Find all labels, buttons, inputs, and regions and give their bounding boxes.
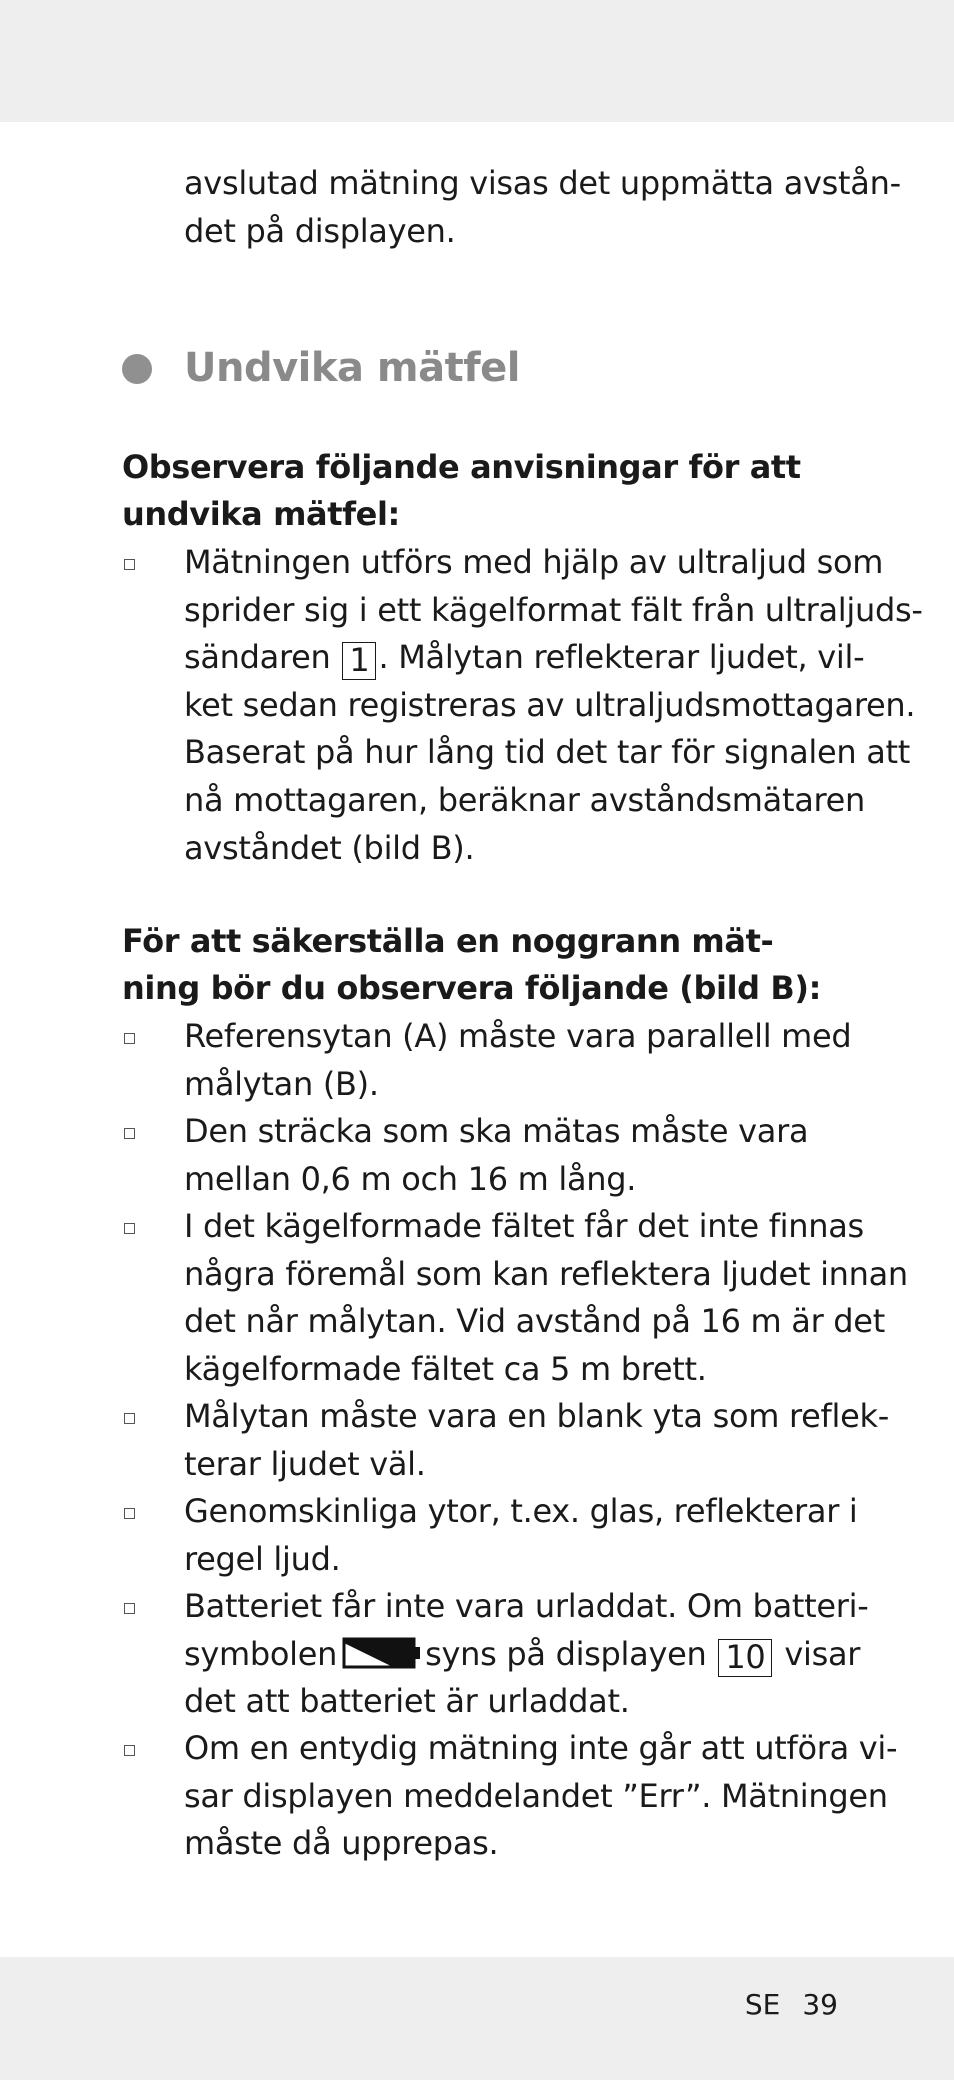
text-fragment: . Målytan reflekterar ljudet, vil- — [378, 638, 865, 677]
text-line: det att batteriet är urladdat. — [184, 1682, 630, 1721]
text-line: kägelformade fältet ca 5 m brett. — [184, 1349, 707, 1388]
list-item-text — [184, 1393, 889, 1488]
text-line: mellan 0,6 m och 16 m lång. — [184, 1159, 637, 1198]
subheading-avoid-errors — [122, 444, 882, 538]
text-line: avståndet (bild B). — [184, 828, 475, 867]
reference-number-box: 10 — [718, 1639, 772, 1677]
list-item-text — [184, 1203, 908, 1393]
checkbox-bullet-icon — [124, 1603, 135, 1614]
section-title: Undvika mätfel — [184, 345, 520, 391]
text-line: Genomskinliga ytor, t.ex. glas, reflekterar i — [184, 1492, 858, 1530]
checkbox-bullet-icon — [124, 1745, 135, 1756]
text-line: sar displayen meddelandet ”Err”. Mätningen — [184, 1776, 888, 1815]
text-line: Målytan måste vara en blank yta som reflek- — [184, 1397, 889, 1435]
language-code: SE — [744, 1988, 781, 2021]
list-item-text — [184, 1583, 874, 1726]
text-line: Referensytan (A) måste vara parallell med — [184, 1017, 852, 1055]
text-line: I det kägelformade fältet får det inte finnas — [184, 1207, 864, 1245]
text-line: Den sträcka som ska mätas måste vara — [184, 1112, 809, 1150]
list-item-text — [184, 539, 923, 872]
text-line: avslutad mätning visas det uppmätta avstån- — [184, 164, 901, 202]
list-item-text — [184, 1013, 874, 1108]
text-line: det på displayen. — [184, 211, 456, 250]
text-line: Baserat på hur lång tid det tar för signalen att — [184, 733, 911, 772]
text-line: ket sedan registreras av ultraljudsmottagaren. — [184, 685, 916, 724]
text-line: Batteriet får inte vara urladdat. Om batteri- — [184, 1587, 869, 1625]
text-line: Om en entydig mätning inte går att utföra vi- — [184, 1729, 898, 1767]
subheading-line: För att säkerställa en noggrann mät- — [122, 922, 774, 960]
checkbox-bullet-icon — [124, 1223, 135, 1234]
subheading-line: undvika mätfel: — [122, 495, 400, 533]
text-line: det når målytan. Vid avstånd på 16 m är det — [184, 1302, 885, 1341]
checkbox-bullet-icon — [124, 1413, 135, 1424]
text-fragment: visar — [784, 1634, 861, 1673]
text-line — [184, 634, 874, 682]
text-line: målytan (B). — [184, 1064, 379, 1103]
battery-low-icon — [341, 1637, 421, 1669]
heading-bullet-icon — [122, 354, 152, 384]
top-margin-band — [0, 0, 954, 122]
text-line: nå mottagaren, beräknar avståndsmätaren — [184, 780, 866, 819]
checkbox-bullet-icon — [124, 559, 135, 570]
text-line: Mätningen utförs med hjälp av ultraljud som — [184, 543, 884, 581]
checkbox-bullet-icon — [124, 1128, 135, 1139]
text-fragment: sändaren — [184, 638, 341, 677]
subheading-line: Observera följande anvisningar för att — [122, 448, 801, 486]
page-footer — [745, 1985, 838, 2025]
checkbox-bullet-icon — [124, 1508, 135, 1519]
subheading-line: ning bör du observera följande (bild B): — [122, 969, 822, 1007]
list-item-text — [184, 1488, 874, 1583]
text-line: några föremål som kan reflektera ljudet innan — [184, 1254, 908, 1293]
list-item-text — [184, 1725, 898, 1868]
text-line: terar ljudet väl. — [184, 1444, 426, 1483]
page-number: 39 — [802, 1988, 838, 2021]
text-fragment: syns på displayen — [425, 1634, 707, 1673]
text-line: måste då upprepas. — [184, 1824, 499, 1863]
subheading-accurate-measurement — [122, 918, 882, 1012]
text-line: regel ljud. — [184, 1539, 341, 1578]
text-fragment: symbolen — [184, 1634, 338, 1673]
text-line: sprider sig i ett kägelformat fält från ultraljuds- — [184, 590, 923, 629]
checkbox-bullet-icon — [124, 1033, 135, 1044]
intro-paragraph — [184, 160, 901, 255]
list-item-text — [184, 1108, 874, 1203]
reference-number-box: 1 — [342, 642, 376, 680]
text-line — [184, 1631, 874, 1679]
